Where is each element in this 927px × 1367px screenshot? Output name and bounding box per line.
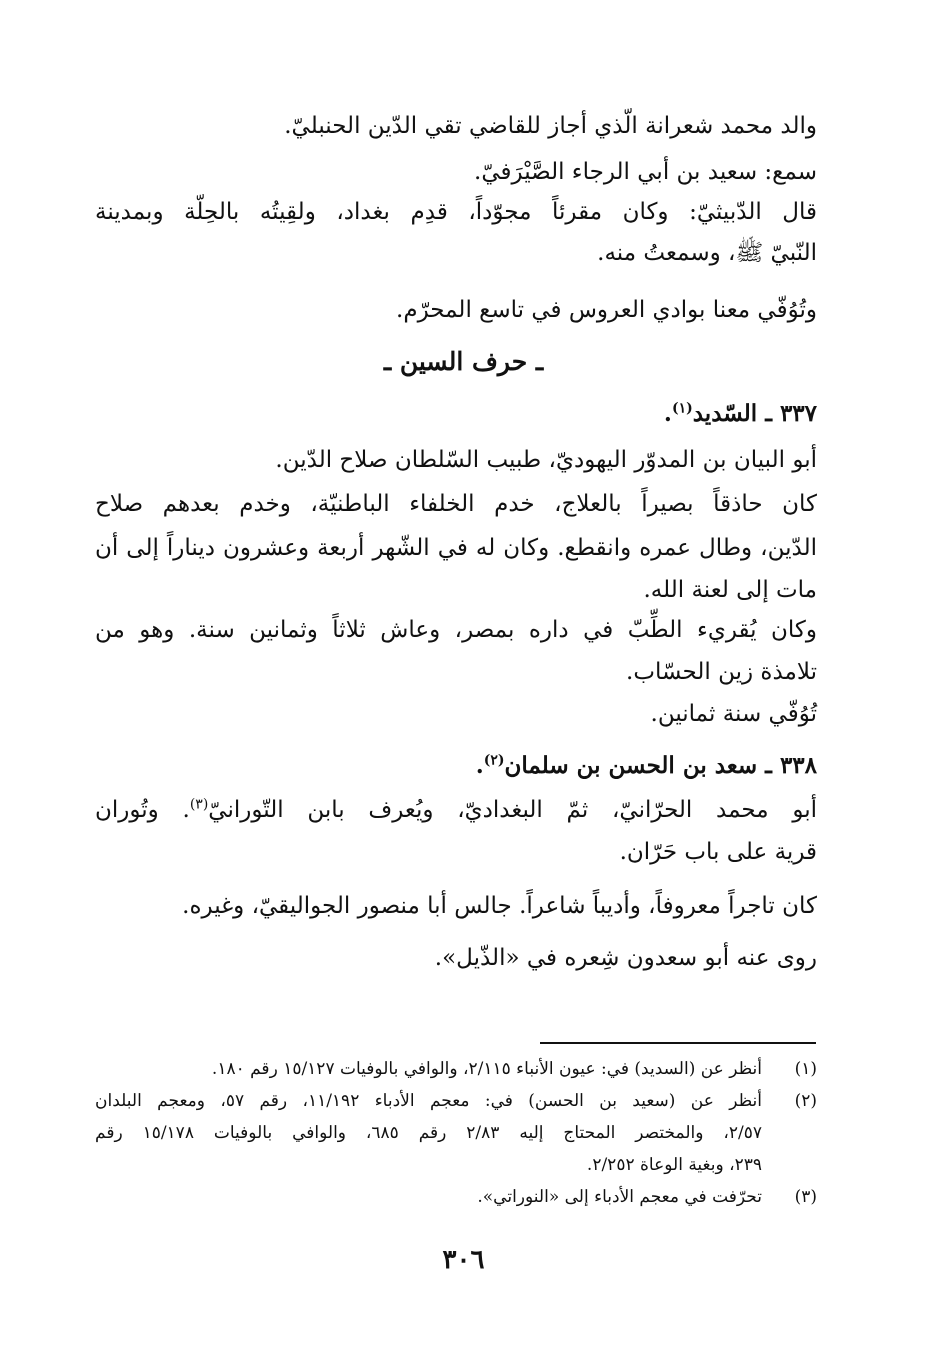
text-line: كان تاجراً معروفاً، وأديباً شاعراً. جالس أبا منصور الجواليقيّ، وغيره.	[182, 893, 817, 919]
footnote-text: تحرّفت في معجم الأدباء إلى «النوراتي».	[477, 1187, 762, 1207]
footnote-number: (٣)	[794, 1187, 817, 1207]
entry-heading	[664, 394, 817, 434]
entry-period: .	[663, 400, 672, 427]
text-line: قرية على باب حَرّان.	[619, 839, 817, 865]
footnote-number: (٢)	[794, 1091, 817, 1111]
text-line: وتُوُفّي معنا بوادي العروس في تاسع المحرّم.	[396, 297, 817, 323]
text-line: روى عنه أبو سعدون شِعره في «الذّيل».	[434, 945, 817, 971]
text-line: النّبيّ ﷺ، وسمعتُ منه.	[597, 240, 817, 266]
text-line: أبو محمد الحرّانيّ، ثمّ البغداديّ، ويُعرف بابن التّورانيّ$^{(٣)}$. وتُوران	[95, 796, 817, 823]
footnote-ref[interactable]: (٢)	[483, 752, 505, 769]
footnote-text: أنظر عن (السديد) في: عيون الأنباء ٢/١١٥، والوافي بالوفيات ١٥/١٢٧ رقم ١٨٠.	[211, 1059, 762, 1079]
text-line: تُوُفّي سنة ثمانين.	[650, 701, 817, 727]
footnote-text: أنظر عن (سعيد بن الحسن) في: معجم الأدباء ١١/١٩٢، رقم ٥٧، ومعجم البلدان	[95, 1091, 762, 1111]
text-line: وكان يُقريء الطِّبّ في داره بمصر، وعاش ثلاثاً وثمانين سنة. وهو من	[95, 617, 817, 643]
entry-period: .	[475, 752, 484, 779]
section-heading: ـ حرف السين ـ	[383, 347, 544, 376]
text-line: قال الدّبيثيّ: وكان مقرئاً مجوّداً، قدِم بغداد، ولقِيتُه بالحِلّة وبمدينة	[95, 199, 817, 225]
entry-title: ٣٣٧ ـ السّديد	[692, 400, 817, 427]
text-line: سمع: سعيد بن أبي الرجاء الصَّيْرَفيّ.	[474, 159, 817, 185]
entry-heading	[476, 746, 817, 786]
entry-title: ٣٣٨ ـ سعد بن الحسن بن سلمان	[504, 752, 817, 779]
page-number: ٣٠٦	[442, 1245, 485, 1275]
footnote-ref[interactable]: (١)	[671, 400, 693, 417]
footnote-text: ٢٣٩، وبغية الوعاة ٢/٢٥٢.	[586, 1155, 762, 1175]
text-line: مات إلى لعنة الله.	[643, 577, 817, 603]
footnote-number: (١)	[794, 1059, 817, 1079]
footnote-text: ٢/٥٧، والمختصر المحتاج إليه ٢/٨٣ رقم ٦٨٥، والوافي بالوفيات ١٥/١٧٨ رقم	[95, 1123, 762, 1143]
footnote-rule	[540, 1042, 816, 1044]
text-line: كان حاذقاً بصيراً بالعلاج، خدم الخلفاء الباطنيّة، وخدم بعدهم صلاح	[95, 491, 817, 517]
text-line: أبو البيان بن المدوّر اليهوديّ، طبيب السّلطان صلاح الدّين.	[275, 447, 817, 473]
footnote-ref[interactable]: (٣)	[189, 796, 209, 813]
text-line: تلامذة زين الحسّاب.	[626, 659, 817, 685]
text-line: والد محمد شعرانة الّذي أجاز للقاضي تقي الدّين الحنبليّ.	[284, 113, 817, 139]
text-line: الدّين، وطال عمره وانقطع. وكان له في الشّهر أربعة وعشرون ديناراً إلى أن	[95, 535, 817, 561]
